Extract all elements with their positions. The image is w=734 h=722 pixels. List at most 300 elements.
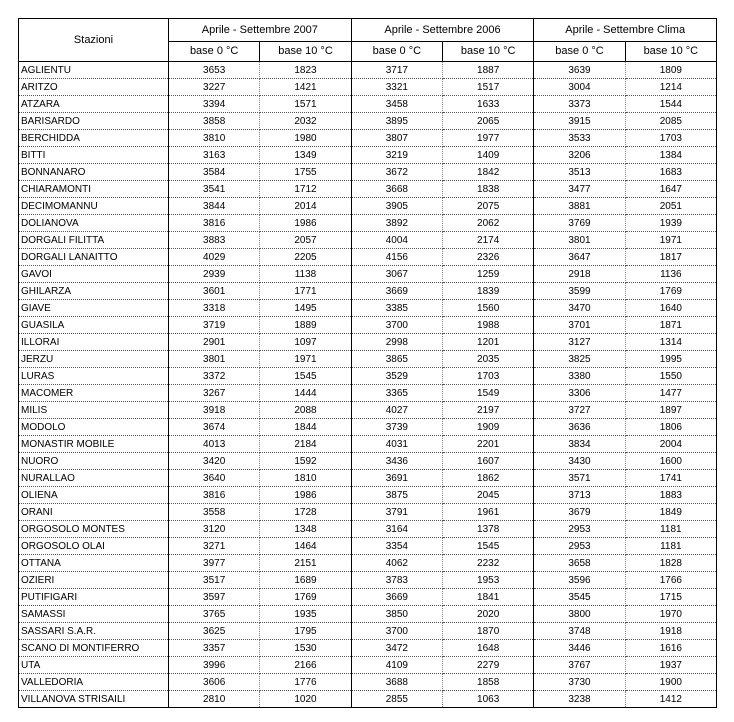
cell-2006-base0: 3807	[351, 130, 442, 147]
cell-clima-base10: 1715	[625, 589, 716, 606]
cell-2006-base0: 4031	[351, 436, 442, 453]
table-row	[19, 334, 717, 351]
cell-clima-base10: 1828	[625, 555, 716, 572]
cell-station-name: SASSARI S.A.R.	[19, 623, 169, 640]
cell-2006-base10: 1201	[443, 334, 534, 351]
cell-station-name: LURAS	[19, 368, 169, 385]
cell-2007-base10: 1712	[260, 181, 351, 198]
cell-clima-base10: 1214	[625, 79, 716, 96]
table-row	[19, 589, 717, 606]
cell-clima-base10: 2051	[625, 198, 716, 215]
cell-2006-base0: 4027	[351, 402, 442, 419]
cell-2007-base10: 1689	[260, 572, 351, 589]
cell-station-name: VALLEDORIA	[19, 674, 169, 691]
cell-clima-base10: 1647	[625, 181, 716, 198]
cell-2007-base0: 3719	[169, 317, 260, 334]
cell-2006-base0: 4156	[351, 249, 442, 266]
sub-header-2006-base0: base 0 °C	[351, 42, 442, 62]
cell-station-name: MACOMER	[19, 385, 169, 402]
table-row	[19, 419, 717, 436]
table-row	[19, 538, 717, 555]
table-row	[19, 62, 717, 79]
cell-2007-base10: 1421	[260, 79, 351, 96]
cell-2006-base0: 3905	[351, 198, 442, 215]
table-row	[19, 691, 717, 708]
cell-clima-base0: 3571	[534, 470, 625, 487]
table-row	[19, 232, 717, 249]
cell-clima-base0: 3596	[534, 572, 625, 589]
table-row	[19, 147, 717, 164]
cell-2006-base0: 4004	[351, 232, 442, 249]
cell-2007-base10: 1844	[260, 419, 351, 436]
table-row	[19, 79, 717, 96]
cell-2006-base10: 1887	[443, 62, 534, 79]
cell-2007-base0: 3653	[169, 62, 260, 79]
cell-station-name: MONASTIR MOBILE	[19, 436, 169, 453]
cell-station-name: GAVOI	[19, 266, 169, 283]
cell-clima-base10: 1971	[625, 232, 716, 249]
table-row	[19, 113, 717, 130]
cell-station-name: NUORO	[19, 453, 169, 470]
cell-2006-base10: 2174	[443, 232, 534, 249]
cell-clima-base0: 3801	[534, 232, 625, 249]
cell-2006-base10: 1560	[443, 300, 534, 317]
cell-2007-base0: 3163	[169, 147, 260, 164]
cell-2006-base10: 1648	[443, 640, 534, 657]
table-row	[19, 572, 717, 589]
table-row	[19, 657, 717, 674]
cell-2007-base0: 3120	[169, 521, 260, 538]
cell-2006-base0: 3717	[351, 62, 442, 79]
cell-clima-base10: 1809	[625, 62, 716, 79]
table-row	[19, 385, 717, 402]
cell-2006-base0: 3895	[351, 113, 442, 130]
cell-2006-base10: 1545	[443, 538, 534, 555]
cell-2006-base10: 1953	[443, 572, 534, 589]
cell-2007-base10: 1530	[260, 640, 351, 657]
cell-2007-base0: 3674	[169, 419, 260, 436]
cell-clima-base0: 3206	[534, 147, 625, 164]
cell-clima-base0: 3470	[534, 300, 625, 317]
cell-station-name: BARISARDO	[19, 113, 169, 130]
cell-2007-base10: 1889	[260, 317, 351, 334]
cell-2006-base0: 3067	[351, 266, 442, 283]
cell-2006-base10: 2020	[443, 606, 534, 623]
table-row	[19, 504, 717, 521]
cell-2006-base10: 1633	[443, 96, 534, 113]
sub-header-2006-base10: base 10 °C	[443, 42, 534, 62]
cell-2006-base0: 3672	[351, 164, 442, 181]
cell-2006-base0: 3875	[351, 487, 442, 504]
cell-clima-base0: 3380	[534, 368, 625, 385]
cell-2006-base10: 1841	[443, 589, 534, 606]
cell-clima-base0: 3636	[534, 419, 625, 436]
cell-2007-base0: 3420	[169, 453, 260, 470]
cell-clima-base0: 3800	[534, 606, 625, 623]
cell-2006-base0: 3365	[351, 385, 442, 402]
cell-clima-base10: 1937	[625, 657, 716, 674]
table-row	[19, 436, 717, 453]
cell-station-name: NURALLAO	[19, 470, 169, 487]
cell-2007-base0: 3977	[169, 555, 260, 572]
cell-station-name: JERZU	[19, 351, 169, 368]
table-row	[19, 351, 717, 368]
cell-clima-base0: 2953	[534, 521, 625, 538]
table-row	[19, 640, 717, 657]
cell-2006-base0: 4109	[351, 657, 442, 674]
cell-2006-base10: 2062	[443, 215, 534, 232]
cell-2006-base0: 3164	[351, 521, 442, 538]
cell-clima-base10: 1181	[625, 521, 716, 538]
cell-clima-base10: 1616	[625, 640, 716, 657]
cell-station-name: MODOLO	[19, 419, 169, 436]
cell-2007-base0: 3816	[169, 487, 260, 504]
cell-clima-base10: 1741	[625, 470, 716, 487]
cell-2006-base0: 3529	[351, 368, 442, 385]
cell-2007-base10: 1823	[260, 62, 351, 79]
cell-2006-base0: 3739	[351, 419, 442, 436]
cell-clima-base0: 3748	[534, 623, 625, 640]
cell-clima-base0: 3446	[534, 640, 625, 657]
cell-clima-base0: 3639	[534, 62, 625, 79]
cell-clima-base10: 1817	[625, 249, 716, 266]
cell-2006-base10: 1063	[443, 691, 534, 708]
cell-clima-base0: 3430	[534, 453, 625, 470]
cell-2006-base0: 3850	[351, 606, 442, 623]
cell-2007-base10: 1810	[260, 470, 351, 487]
cell-2006-base0: 3669	[351, 283, 442, 300]
cell-2007-base0: 2939	[169, 266, 260, 283]
cell-clima-base10: 1806	[625, 419, 716, 436]
cell-2007-base0: 3357	[169, 640, 260, 657]
cell-clima-base0: 3533	[534, 130, 625, 147]
cell-2006-base10: 2201	[443, 436, 534, 453]
cell-2006-base10: 1839	[443, 283, 534, 300]
cell-2007-base10: 1097	[260, 334, 351, 351]
cell-2007-base10: 2166	[260, 657, 351, 674]
cell-2006-base0: 3668	[351, 181, 442, 198]
cell-2007-base10: 1444	[260, 385, 351, 402]
cell-2006-base0: 3219	[351, 147, 442, 164]
cell-clima-base10: 1918	[625, 623, 716, 640]
cell-clima-base10: 1849	[625, 504, 716, 521]
cell-clima-base0: 3306	[534, 385, 625, 402]
cell-2006-base10: 1961	[443, 504, 534, 521]
cell-station-name: ORANI	[19, 504, 169, 521]
cell-station-name: AGLIENTU	[19, 62, 169, 79]
cell-clima-base0: 3730	[534, 674, 625, 691]
cell-2006-base10: 2045	[443, 487, 534, 504]
cell-2006-base0: 4062	[351, 555, 442, 572]
group-header-row	[19, 19, 717, 42]
cell-2006-base10: 1977	[443, 130, 534, 147]
cell-station-name: GHILARZA	[19, 283, 169, 300]
cell-station-name: ARITZO	[19, 79, 169, 96]
table-row	[19, 453, 717, 470]
cell-clima-base0: 3825	[534, 351, 625, 368]
cell-clima-base10: 1703	[625, 130, 716, 147]
cell-station-name: ORGOSOLO OLAI	[19, 538, 169, 555]
cell-station-name: GIAVE	[19, 300, 169, 317]
cell-2006-base0: 3354	[351, 538, 442, 555]
cell-station-name: SCANO DI MONTIFERRO	[19, 640, 169, 657]
table-row	[19, 96, 717, 113]
cell-clima-base10: 1995	[625, 351, 716, 368]
cell-2007-base0: 3918	[169, 402, 260, 419]
table-row	[19, 249, 717, 266]
cell-clima-base0: 3915	[534, 113, 625, 130]
table-body	[19, 62, 717, 708]
cell-2006-base10: 2075	[443, 198, 534, 215]
cell-clima-base0: 3701	[534, 317, 625, 334]
cell-2007-base10: 2205	[260, 249, 351, 266]
cell-2007-base0: 4029	[169, 249, 260, 266]
cell-clima-base0: 3713	[534, 487, 625, 504]
cell-2007-base10: 2151	[260, 555, 351, 572]
cell-2006-base0: 3669	[351, 589, 442, 606]
cell-2006-base10: 1858	[443, 674, 534, 691]
sub-header-2007-base10: base 10 °C	[260, 42, 351, 62]
cell-2006-base10: 2065	[443, 113, 534, 130]
cell-clima-base0: 3834	[534, 436, 625, 453]
cell-2006-base10: 1862	[443, 470, 534, 487]
cell-clima-base10: 2004	[625, 436, 716, 453]
cell-2007-base0: 3271	[169, 538, 260, 555]
cell-station-name: VILLANOVA STRISAILI	[19, 691, 169, 708]
cell-clima-base10: 1871	[625, 317, 716, 334]
cell-clima-base0: 3881	[534, 198, 625, 215]
cell-2007-base10: 1771	[260, 283, 351, 300]
cell-station-name: DORGALI FILITTA	[19, 232, 169, 249]
cell-2007-base0: 3517	[169, 572, 260, 589]
table-row	[19, 368, 717, 385]
cell-2006-base0: 3385	[351, 300, 442, 317]
cell-2007-base10: 2088	[260, 402, 351, 419]
cell-2006-base10: 1870	[443, 623, 534, 640]
cell-clima-base0: 3767	[534, 657, 625, 674]
table-row	[19, 487, 717, 504]
cell-clima-base10: 1769	[625, 283, 716, 300]
cell-station-name: PUTIFIGARI	[19, 589, 169, 606]
cell-station-name: OTTANA	[19, 555, 169, 572]
table-row	[19, 198, 717, 215]
cell-2007-base0: 3844	[169, 198, 260, 215]
cell-2007-base0: 3810	[169, 130, 260, 147]
table-row	[19, 555, 717, 572]
cell-station-name: ILLORAI	[19, 334, 169, 351]
cell-2006-base10: 1842	[443, 164, 534, 181]
cell-2006-base10: 1988	[443, 317, 534, 334]
cell-clima-base0: 3599	[534, 283, 625, 300]
cell-2006-base0: 3321	[351, 79, 442, 96]
cell-station-name: BONNANARO	[19, 164, 169, 181]
cell-clima-base10: 1683	[625, 164, 716, 181]
table-row	[19, 266, 717, 283]
cell-clima-base10: 1314	[625, 334, 716, 351]
group-header-2007: Aprile - Settembre 2007	[169, 19, 352, 42]
cell-2007-base0: 3640	[169, 470, 260, 487]
cell-2006-base0: 3688	[351, 674, 442, 691]
cell-2006-base0: 3700	[351, 317, 442, 334]
cell-clima-base10: 1897	[625, 402, 716, 419]
cell-clima-base10: 1384	[625, 147, 716, 164]
cell-2007-base10: 1776	[260, 674, 351, 691]
cell-clima-base10: 1883	[625, 487, 716, 504]
cell-clima-base10: 1640	[625, 300, 716, 317]
cell-2006-base0: 3700	[351, 623, 442, 640]
cell-2007-base0: 3597	[169, 589, 260, 606]
cell-2007-base10: 2057	[260, 232, 351, 249]
table-row	[19, 130, 717, 147]
cell-2007-base0: 3318	[169, 300, 260, 317]
cell-2006-base0: 3865	[351, 351, 442, 368]
cell-2007-base10: 1980	[260, 130, 351, 147]
cell-clima-base0: 3373	[534, 96, 625, 113]
cell-2007-base10: 1755	[260, 164, 351, 181]
cell-2006-base10: 2326	[443, 249, 534, 266]
cell-2007-base0: 3858	[169, 113, 260, 130]
cell-clima-base10: 1766	[625, 572, 716, 589]
cell-2007-base10: 1795	[260, 623, 351, 640]
cell-2006-base10: 1549	[443, 385, 534, 402]
degree-days-table	[18, 18, 717, 708]
cell-clima-base10: 1970	[625, 606, 716, 623]
cell-2006-base10: 1378	[443, 521, 534, 538]
cell-clima-base10: 1477	[625, 385, 716, 402]
cell-station-name: ORGOSOLO MONTES	[19, 521, 169, 538]
sub-header-clima-base0: base 0 °C	[534, 42, 625, 62]
cell-clima-base0: 3513	[534, 164, 625, 181]
cell-clima-base0: 3477	[534, 181, 625, 198]
cell-2007-base0: 4013	[169, 436, 260, 453]
cell-clima-base10: 1412	[625, 691, 716, 708]
cell-2007-base10: 2032	[260, 113, 351, 130]
cell-2007-base10: 1020	[260, 691, 351, 708]
cell-2006-base10: 2197	[443, 402, 534, 419]
cell-station-name: CHIARAMONTI	[19, 181, 169, 198]
cell-2007-base0: 3606	[169, 674, 260, 691]
cell-station-name: DECIMOMANNU	[19, 198, 169, 215]
cell-station-name: UTA	[19, 657, 169, 674]
cell-2006-base10: 2279	[443, 657, 534, 674]
cell-2007-base0: 3883	[169, 232, 260, 249]
table-row	[19, 402, 717, 419]
table-row	[19, 215, 717, 232]
cell-2006-base0: 3783	[351, 572, 442, 589]
table-row	[19, 674, 717, 691]
cell-station-name: ATZARA	[19, 96, 169, 113]
cell-2006-base0: 3436	[351, 453, 442, 470]
cell-clima-base0: 3127	[534, 334, 625, 351]
cell-clima-base10: 2085	[625, 113, 716, 130]
cell-2007-base0: 3765	[169, 606, 260, 623]
table-row	[19, 283, 717, 300]
cell-2007-base10: 1138	[260, 266, 351, 283]
cell-2007-base0: 3801	[169, 351, 260, 368]
table-row	[19, 181, 717, 198]
cell-2006-base0: 3472	[351, 640, 442, 657]
cell-2007-base10: 1464	[260, 538, 351, 555]
table-row	[19, 521, 717, 538]
cell-2007-base0: 2810	[169, 691, 260, 708]
table-row	[19, 470, 717, 487]
cell-2006-base0: 3791	[351, 504, 442, 521]
cell-station-name: DORGALI LANAITTO	[19, 249, 169, 266]
cell-clima-base10: 1181	[625, 538, 716, 555]
cell-2007-base0: 3996	[169, 657, 260, 674]
sub-header-2007-base0: base 0 °C	[169, 42, 260, 62]
table-row	[19, 164, 717, 181]
cell-2007-base0: 3267	[169, 385, 260, 402]
cell-2006-base0: 2855	[351, 691, 442, 708]
cell-clima-base10: 1600	[625, 453, 716, 470]
cell-clima-base10: 1544	[625, 96, 716, 113]
cell-clima-base0: 3004	[534, 79, 625, 96]
group-header-clima: Aprile - Settembre Clima	[534, 19, 717, 42]
cell-clima-base0: 3545	[534, 589, 625, 606]
cell-clima-base0: 3679	[534, 504, 625, 521]
cell-2007-base10: 1769	[260, 589, 351, 606]
cell-2007-base10: 1571	[260, 96, 351, 113]
group-header-2006: Aprile - Settembre 2006	[351, 19, 534, 42]
station-column-header: Stazioni	[19, 19, 169, 62]
cell-clima-base10: 1939	[625, 215, 716, 232]
table-row	[19, 623, 717, 640]
cell-2007-base10: 1986	[260, 215, 351, 232]
cell-clima-base0: 3658	[534, 555, 625, 572]
cell-station-name: BITTI	[19, 147, 169, 164]
cell-2006-base10: 1607	[443, 453, 534, 470]
cell-2006-base10: 1259	[443, 266, 534, 283]
cell-station-name: GUASILA	[19, 317, 169, 334]
cell-2007-base0: 3541	[169, 181, 260, 198]
cell-station-name: BERCHIDDA	[19, 130, 169, 147]
cell-station-name: MILIS	[19, 402, 169, 419]
cell-station-name: DOLIANOVA	[19, 215, 169, 232]
table-row	[19, 606, 717, 623]
cell-station-name: OZIERI	[19, 572, 169, 589]
cell-2007-base10: 1986	[260, 487, 351, 504]
cell-clima-base0: 2918	[534, 266, 625, 283]
cell-2007-base10: 1971	[260, 351, 351, 368]
data-table-container	[18, 18, 717, 708]
cell-clima-base10: 1550	[625, 368, 716, 385]
table-row	[19, 300, 717, 317]
cell-clima-base0: 3727	[534, 402, 625, 419]
cell-clima-base10: 1136	[625, 266, 716, 283]
cell-2007-base10: 2184	[260, 436, 351, 453]
cell-2007-base0: 3816	[169, 215, 260, 232]
cell-station-name: SAMASSI	[19, 606, 169, 623]
cell-2007-base10: 1495	[260, 300, 351, 317]
cell-2006-base10: 1909	[443, 419, 534, 436]
cell-2007-base10: 1348	[260, 521, 351, 538]
cell-2006-base10: 2232	[443, 555, 534, 572]
cell-2006-base0: 3892	[351, 215, 442, 232]
table-row	[19, 317, 717, 334]
cell-2006-base10: 1409	[443, 147, 534, 164]
cell-2007-base0: 3584	[169, 164, 260, 181]
cell-2007-base0: 3601	[169, 283, 260, 300]
cell-clima-base0: 3769	[534, 215, 625, 232]
cell-station-name: OLIENA	[19, 487, 169, 504]
cell-2007-base0: 2901	[169, 334, 260, 351]
cell-2006-base10: 1838	[443, 181, 534, 198]
cell-2007-base0: 3558	[169, 504, 260, 521]
cell-2006-base0: 3458	[351, 96, 442, 113]
cell-2006-base10: 1703	[443, 368, 534, 385]
cell-2007-base0: 3372	[169, 368, 260, 385]
